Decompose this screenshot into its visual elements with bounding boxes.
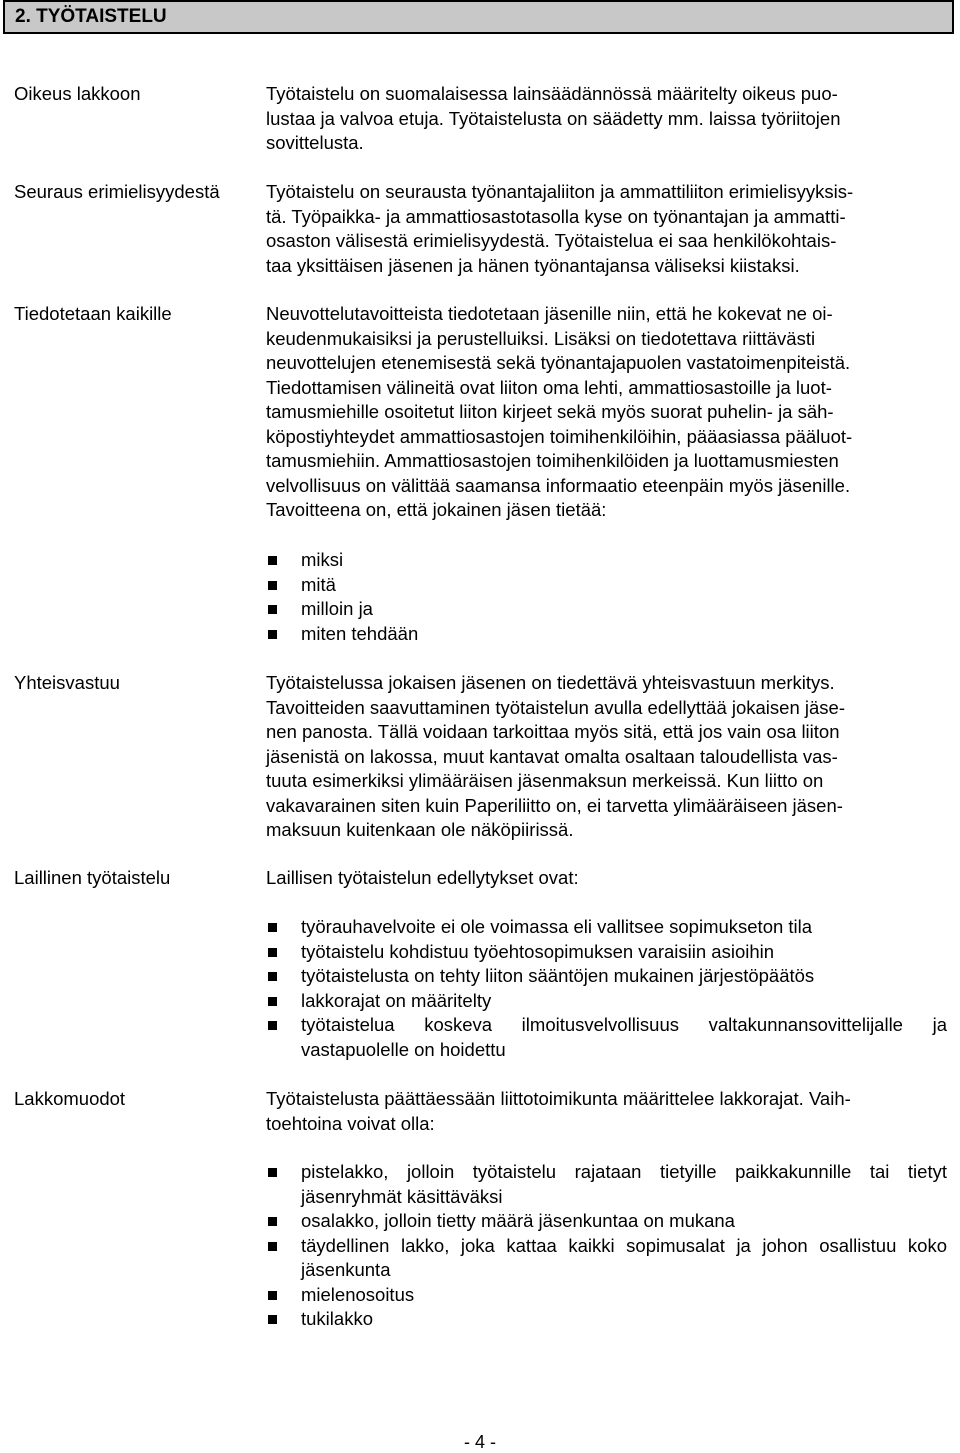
- bullet-list: [266, 548, 947, 646]
- bullet-list: [266, 915, 947, 1062]
- body-line: Työtaistelu on seurausta työnantajaliiton ja ammattiliiton erimielisyyksis-: [266, 181, 854, 202]
- bullet-icon: [268, 923, 277, 932]
- body-line: Työtaistelussa jokaisen jäsenen on tiedettävä yhteisvastuun merkitys.: [266, 672, 835, 693]
- bullet-icon: [268, 1021, 277, 1030]
- section-label: Lakkomuodot: [14, 1088, 126, 1109]
- section-label: Seuraus erimielisyydestä: [14, 181, 220, 202]
- body-line: nen panosta. Tällä voidaan tarkoittaa myös sitä, että jos vain osa liiton: [266, 721, 840, 742]
- section-title: 2. TYÖTAISTELU: [15, 6, 167, 27]
- bullet-icon: [268, 1291, 277, 1300]
- bullet-icon: [268, 1168, 277, 1177]
- list-item: milloin ja: [266, 597, 947, 622]
- bullet-icon: [268, 1315, 277, 1324]
- body-line: Tavoitteiden saavuttaminen työtaistelun avulla edellyttää jokaisen jäse-: [266, 696, 845, 718]
- body-line: velvollisuus on välittää saamansa informaatio eteenpäin myös jäsenille.: [266, 474, 851, 496]
- bullet-icon: [268, 948, 277, 957]
- list-item: miten tehdään: [266, 622, 947, 647]
- body-line: tamusmiehille osoitetut liiton kirjeet sekä myös suorat puhelin- ja säh-: [266, 401, 834, 422]
- bullet-icon: [268, 581, 277, 590]
- bullet-icon: [268, 972, 277, 981]
- bullet-icon: [268, 1217, 277, 1226]
- body-line: vakavarainen siten kuin Paperiliitto on, ei tarvetta ylimääräiseen jäsen-: [266, 794, 843, 816]
- section-body: [266, 82, 947, 156]
- section-body: [266, 866, 947, 891]
- section-body: [266, 302, 947, 523]
- section-header: [3, 0, 954, 34]
- bullet-icon: [268, 1242, 277, 1251]
- body-line: Tiedottamisen välineitä ovat liiton oma lehti, ammattiosastoille ja luot-: [266, 376, 832, 398]
- list-item: työtaistelua koskeva ilmoitusvelvollisuus valtakunnansovittelijalle ja vastapuolelle on hoidettu: [266, 1013, 947, 1062]
- body-line: tamusmiehiin. Ammattiosastojen toimihenkilöiden ja luottamusmiesten: [266, 450, 839, 471]
- section-body: [266, 1087, 947, 1136]
- body-line: Työtaistelu on suomalaisessa lainsäädännössä määritelty oikeus puo-: [266, 83, 838, 104]
- body-line: Tavoitteena on, että jokainen jäsen tietää:: [266, 499, 607, 520]
- list-item: lakkorajat on määritelty: [266, 989, 947, 1014]
- body-line: taa yksittäisen jäsenen ja hänen työnantajansa väliseksi kiistaksi.: [266, 254, 800, 276]
- body-line: lustaa ja valvoa etuja. Työtaistelusta on säädetty mm. laissa työriitojen: [266, 107, 841, 129]
- list-item: miksi: [266, 548, 947, 573]
- body-line: sovittelusta.: [266, 132, 364, 153]
- list-item: työtaistelu kohdistuu työehtosopimuksen varaisiin asioihin: [266, 940, 947, 965]
- body-line: jäsenistä on lakossa, muut kantavat omalta osaltaan taloudellista vas-: [266, 745, 838, 767]
- bullet-icon: [268, 630, 277, 639]
- list-item: työtaistelusta on tehty liiton sääntöjen mukainen järjestöpäätös: [266, 964, 947, 989]
- section-label: Oikeus lakkoon: [14, 83, 141, 104]
- body-line: maksuun kuitenkaan ole näköpiirissä.: [266, 819, 574, 840]
- list-item: osalakko, jolloin tietty määrä jäsenkuntaa on mukana: [266, 1209, 947, 1234]
- bullet-icon: [268, 997, 277, 1006]
- body-line: tä. Työpaikka- ja ammattiosastotasolla kyse on työnantajan ja ammatti-: [266, 205, 846, 227]
- page-number: - 4 -: [463, 1432, 496, 1452]
- body-line: Työtaistelusta päättäessään liittotoimikunta määrittelee lakkorajat. Vaih-: [266, 1088, 851, 1109]
- section-label: Yhteisvastuu: [14, 672, 120, 693]
- body-line: keudenmukaisiksi ja perustelluiksi. Lisäksi on tiedotettava riittävästi: [266, 327, 816, 349]
- body-line: neuvottelujen etenemisestä sekä työnantajapuolen vastatoimenpiteistä.: [266, 352, 851, 373]
- section-body: [266, 180, 947, 278]
- body-line: Neuvottelutavoitteista tiedotetaan jäsenille niin, että he kokevat ne oi-: [266, 303, 833, 324]
- section-body: [266, 671, 947, 843]
- body-line: tuuta esimerkiksi ylimääräisen jäsenmaksun merkeissä. Kun liitto on: [266, 770, 824, 791]
- section-label: Laillinen työtaistelu: [14, 867, 171, 888]
- bullet-icon: [268, 605, 277, 614]
- list-item: täydellinen lakko, joka kattaa kaikki sopimusalat ja johon osallistuu koko jäsenkunta: [266, 1234, 947, 1283]
- list-item: pistelakko, jolloin työtaistelu rajataan tietyille paikkakunnille tai tietyt jäsenryhmät käsittäväksi: [266, 1160, 947, 1209]
- list-item: mielenosoitus: [266, 1283, 947, 1308]
- bullet-icon: [268, 556, 277, 565]
- body-line: köpostiyhteydet ammattiosastojen toimihenkilöihin, pääasiassa pääluot-: [266, 425, 853, 447]
- section-label: Tiedotetaan kaikille: [14, 303, 172, 324]
- body-line: toehtoina voivat olla:: [266, 1112, 435, 1134]
- list-item: työrauhavelvoite ei ole voimassa eli vallitsee sopimukseton tila: [266, 915, 947, 940]
- body-line: Laillisen työtaistelun edellytykset ovat:: [266, 867, 579, 888]
- list-item: mitä: [266, 573, 947, 598]
- body-line: osaston välisestä erimielisyydestä. Työtaistelua ei saa henkilökohtais-: [266, 230, 837, 251]
- bullet-list: [266, 1160, 947, 1332]
- list-item: tukilakko: [266, 1307, 947, 1332]
